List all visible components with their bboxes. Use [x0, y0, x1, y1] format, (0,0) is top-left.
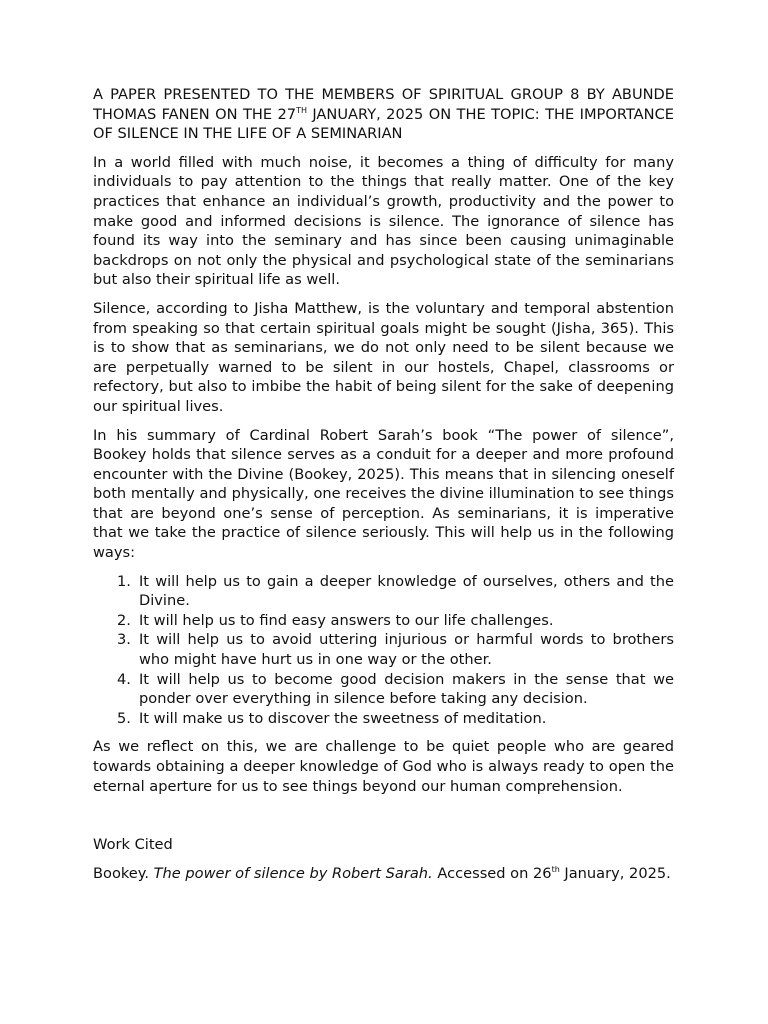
title-part-2: JANUARY, 2025 ON THE TOPIC: THE IMPORTANCE OF SILENCE IN THE LIFE OF A SEMINARIAN [93, 105, 674, 143]
title-part-1: A PAPER PRESENTED TO THE MEMBERS OF SPIRITUAL GROUP 8 BY ABUNDE THOMAS FANEN ON THE 27 [93, 86, 674, 123]
list-item [117, 611, 674, 631]
intro-paragraph: In a world filled with much noise, it becomes a thing of difficulty for many individuals to pay attention to the things that really matter. One of the key practices that enhance an individual’s growth, productivity and the power to make good and informed decisions is silence. The ignorance of silence has found its way into the seminary and has since been causing unimaginable backdrops on not only the physical and psychological state of the seminarians but also their spiritual life as well. [93, 153, 674, 289]
list-item-number: 1. [117, 572, 131, 590]
title-superscript: TH [296, 105, 307, 115]
reference-accessed-prefix: Accessed on 26 [432, 864, 552, 882]
list-item-text: It will make us to discover the sweetness of meditation. [139, 709, 547, 727]
list-item [117, 670, 674, 709]
list-item-text: It will help us to find easy answers to our life challenges. [139, 611, 554, 629]
definition-paragraph: Silence, according to Jisha Matthew, is the voluntary and temporal abstention from speaking so that certain spiritual goals might be sought (Jisha, 365). This is to show that as seminarians, we do not only need to be silent because we are perpetually warned to be silent in our hostels, Chapel, classrooms or refectory, but also to imbibe the habit of being silent for the sake of deepening our spiritual lives. [93, 299, 674, 415]
list-item-number: 5. [117, 709, 131, 727]
reference-accessed-suffix: January, 2025. [559, 864, 671, 882]
document-page [93, 85, 674, 883]
list-item-text: It will help us to gain a deeper knowledge of ourselves, others and the Divine. [139, 572, 674, 610]
list-item [117, 709, 674, 729]
list-item-text: It will help us to avoid uttering injurious or harmful words to brothers who might have hurt us in one way or the other. [139, 631, 674, 669]
list-item [117, 630, 674, 669]
section-spacer [93, 805, 674, 835]
conclusion-paragraph: As we reflect on this, we are challenge to be quiet people who are geared towards obtaining a deeper knowledge of God who is always ready to open the eternal aperture for us to see things beyond our human comprehension. [93, 738, 674, 795]
paper-title [93, 85, 674, 144]
list-item-text: It will help us to become good decision makers in the sense that we ponder over everything in silence before taking any decision. [139, 670, 674, 708]
list-item-number: 3. [117, 631, 131, 649]
list-item-number: 4. [117, 670, 131, 688]
list-item [117, 572, 674, 611]
reference-entry [93, 864, 674, 884]
reference-author: Bookey. [93, 864, 154, 882]
list-item-number: 2. [117, 611, 131, 629]
reference-accessed-superscript: th [551, 864, 560, 874]
reference-book-title: The power of silence by Robert Sarah. [153, 864, 433, 882]
summary-paragraph: In his summary of Cardinal Robert Sarah’s book “The power of silence”, Bookey holds that silence serves as a conduit for a deeper and more profound encounter with the Divine (Bookey, 2025). This means that in silencing oneself both mentally and physically, one receives the divine illumination to see things that are beyond one’s sense of perception. As seminarians, it is imperative that we take the practice of silence seriously. This will help us in the following ways: [93, 426, 674, 562]
works-cited-heading: Work Cited [93, 836, 173, 854]
benefits-list [93, 572, 674, 729]
